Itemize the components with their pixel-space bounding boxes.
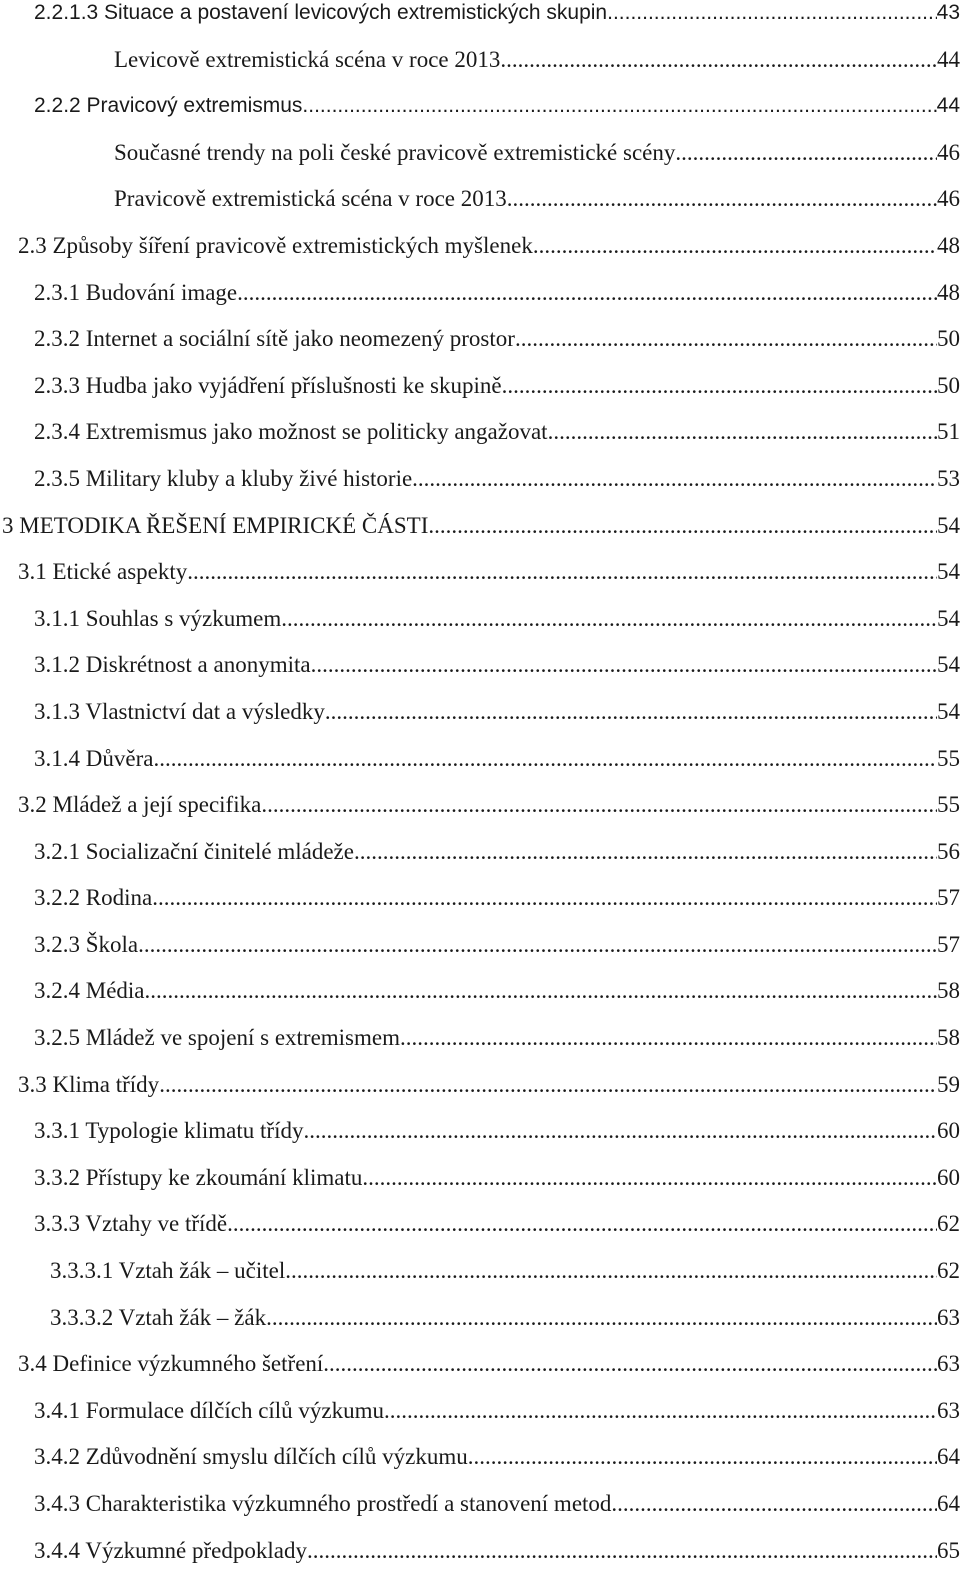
toc-entry[interactable] [0, 37, 960, 84]
toc-leader [307, 1528, 937, 1574]
toc-entry-page: 64 [937, 1444, 960, 1470]
toc-entry-title: 3.3.3.1 Vztah žák – učitel [50, 1258, 286, 1284]
toc-leader [159, 1062, 937, 1109]
toc-entry[interactable] [0, 1434, 960, 1481]
toc-entry-page: 53 [937, 465, 960, 491]
toc-leader [384, 1388, 937, 1435]
toc-entry-title: 3.2.1 Socializační činitelé mládeže [34, 838, 354, 864]
toc-entry-page: 54 [937, 605, 960, 631]
toc-entry[interactable] [0, 1201, 960, 1248]
toc-entry-title: 3.4.1 Formulace dílčích cílů výzkumu [34, 1397, 385, 1423]
toc-leader [362, 1155, 937, 1202]
toc-entry-title: 2.3.1 Budování image [34, 279, 238, 305]
toc-entry-title: 2.3.2 Internet a sociální sítě jako neomezený prostor [34, 326, 515, 352]
toc-entry-page: 44 [936, 94, 960, 118]
toc-entry-page: 48 [937, 232, 960, 258]
toc-entry[interactable] [0, 130, 960, 177]
toc-entry-title: 3.3.3 Vztahy ve třídě [34, 1211, 228, 1237]
toc-entry-page: 63 [937, 1351, 960, 1377]
toc-entry[interactable] [0, 270, 960, 317]
toc-entry-page: 63 [937, 1397, 960, 1423]
toc-entry-title: 3.1.4 Důvěra [34, 745, 154, 771]
toc-entry-page: 54 [937, 698, 960, 724]
toc-entry[interactable] [0, 736, 960, 783]
toc-entry-title: 3.2 Mládež a její specifika [18, 792, 262, 818]
toc-entry-title: 3.1 Etické aspekty [18, 559, 188, 585]
toc-entry[interactable] [0, 689, 960, 736]
toc-leader [302, 83, 936, 130]
toc-leader [281, 596, 937, 643]
toc-entry-title: 3.3.3.2 Vztah žák – žák [50, 1304, 267, 1330]
toc-entry-page: 50 [937, 372, 960, 398]
toc-entry-page: 54 [937, 559, 960, 585]
toc-entry-page: 59 [937, 1071, 960, 1097]
toc-entry[interactable] [0, 0, 960, 37]
toc-leader [354, 829, 937, 876]
toc-entry-title: 2.2.2 Pravicový extremismus [34, 94, 303, 118]
toc-entry-page: 55 [937, 745, 960, 771]
toc-leader [237, 270, 937, 317]
toc-entry-title: 3 METODIKA ŘEŠENÍ EMPIRICKÉ ČÁSTI [2, 512, 429, 538]
toc-leader [607, 0, 937, 37]
toc-entry[interactable] [0, 316, 960, 363]
toc-leader [311, 642, 937, 689]
toc-entry-page: 63 [937, 1304, 960, 1330]
toc-entry-title: 3.4.3 Charakteristika výzkumného prostředí a stanovení metod [34, 1491, 612, 1516]
toc-entry-page: 58 [937, 978, 960, 1004]
toc-leader [412, 456, 937, 503]
toc-leader [502, 363, 937, 410]
toc-leader [266, 1295, 937, 1342]
toc-entry-page: 51 [937, 419, 960, 445]
toc-leader [500, 37, 937, 84]
toc-entry[interactable] [0, 1062, 960, 1109]
toc-leader [325, 689, 937, 736]
toc-leader [323, 1341, 937, 1388]
toc-entry-page: 60 [937, 1164, 960, 1190]
toc-leader [152, 875, 937, 922]
toc-entry[interactable] [0, 1481, 960, 1528]
toc-entry[interactable] [0, 223, 960, 270]
toc-entry-title: 3.3.2 Přístupy ke zkoumání klimatu [34, 1164, 363, 1190]
toc-leader [507, 176, 937, 223]
toc-entry-page: 64 [937, 1491, 960, 1516]
toc-leader [303, 1108, 937, 1155]
toc-entry-title: 2.2.1.3 Situace a postavení levicových extremistických skupin [34, 1, 608, 24]
toc-entry[interactable] [0, 642, 960, 689]
toc-entry[interactable] [0, 829, 960, 876]
toc-entry-title: 3.4.4 Výzkumné předpoklady [34, 1537, 307, 1563]
toc-leader [400, 1015, 937, 1062]
toc-entry-page: 54 [937, 652, 960, 678]
toc-leader [533, 223, 937, 270]
toc-leader [515, 316, 937, 363]
toc-leader [285, 1248, 937, 1295]
toc-entry-title: 2.3.4 Extremismus jako možnost se politicky angažovat [34, 419, 548, 445]
toc-leader [261, 782, 937, 829]
toc-entry-title: Levicově extremistická scéna v roce 2013 [114, 46, 501, 72]
toc-entry-page: 43 [936, 1, 960, 24]
toc-entry[interactable] [0, 1295, 960, 1342]
toc-entry[interactable] [0, 1248, 960, 1295]
toc-entry[interactable] [0, 176, 960, 223]
toc-entry-title: 3.1.3 Vlastnictví dat a výsledky [34, 698, 325, 724]
toc-entry[interactable] [0, 1155, 960, 1202]
toc-entry-title: 3.1.1 Souhlas s výzkumem [34, 605, 282, 631]
toc-entry-page: 54 [937, 512, 960, 538]
toc-entry[interactable] [0, 1341, 960, 1388]
toc-entry[interactable] [0, 922, 960, 969]
toc-leader [153, 736, 937, 783]
toc-entry-title: 3.2.3 Škola [34, 931, 139, 957]
toc-entry[interactable] [0, 456, 960, 503]
toc-leader [468, 1434, 937, 1481]
toc-entry[interactable] [0, 782, 960, 829]
toc-entry-title: 2.3 Způsoby šíření pravicově extremistických myšlenek [18, 232, 533, 258]
toc-leader [428, 503, 937, 550]
toc-entry-page: 56 [937, 838, 960, 864]
toc-entry[interactable] [0, 1388, 960, 1435]
toc-entry[interactable] [0, 1108, 960, 1155]
toc-entry-page: 57 [937, 885, 960, 911]
toc-entry-title: 3.2.2 Rodina [34, 885, 153, 911]
toc-entry-page: 62 [937, 1211, 960, 1237]
toc-entry[interactable] [0, 549, 960, 596]
toc-entry-page: 62 [937, 1258, 960, 1284]
toc-entry-page: 55 [937, 792, 960, 818]
toc-entry[interactable] [0, 83, 960, 130]
toc-leader [227, 1201, 937, 1248]
toc-entry-title: Současné trendy na poli české pravicově extremistické scény [114, 139, 676, 165]
toc-entry-title: Pravicově extremistická scéna v roce 2013 [114, 186, 507, 212]
toc-entry-title: 3.3 Klima třídy [18, 1071, 160, 1097]
toc-entry-page: 58 [937, 1025, 960, 1051]
toc-entry-page: 65 [937, 1537, 960, 1563]
toc-entry[interactable] [0, 1528, 960, 1574]
toc-leader [675, 130, 937, 177]
toc-leader [187, 549, 937, 596]
toc-entry[interactable] [0, 875, 960, 922]
toc-entry[interactable] [0, 1015, 960, 1062]
toc-entry[interactable] [0, 596, 960, 643]
toc-entry-title: 3.2.5 Mládež ve spojení s extremismem [34, 1025, 401, 1051]
toc-leader [548, 409, 937, 456]
toc-entry-title: 2.3.3 Hudba jako vyjádření příslušnosti ke skupině [34, 372, 502, 398]
toc-entry-page: 46 [937, 186, 960, 212]
toc-entry-page: 57 [937, 931, 960, 957]
toc-entry-title: 3.4.2 Zdůvodnění smyslu dílčích cílů výzkumu [34, 1444, 468, 1470]
toc-entry-page: 60 [937, 1118, 960, 1144]
toc-entry-title: 3.4 Definice výzkumného šetření [18, 1351, 324, 1377]
toc-entry-title: 3.1.2 Diskrétnost a anonymita [34, 652, 311, 678]
toc-leader [145, 968, 937, 1015]
toc-entry-title: 2.3.5 Military kluby a kluby živé historie [34, 465, 413, 491]
toc-entry-page: 50 [937, 326, 960, 352]
toc-entry[interactable] [0, 409, 960, 456]
toc-entry-title: 3.3.1 Typologie klimatu třídy [34, 1118, 304, 1144]
toc-entry-page: 46 [937, 139, 960, 165]
toc-entry-page: 44 [937, 46, 960, 72]
toc-leader [611, 1481, 937, 1528]
toc-entry[interactable] [0, 968, 960, 1015]
toc-entry[interactable] [0, 503, 960, 550]
toc-entry-page: 48 [937, 279, 960, 305]
toc-leader [138, 922, 937, 969]
toc-entry[interactable] [0, 363, 960, 410]
toc-entry-title: 3.2.4 Média [34, 978, 145, 1004]
